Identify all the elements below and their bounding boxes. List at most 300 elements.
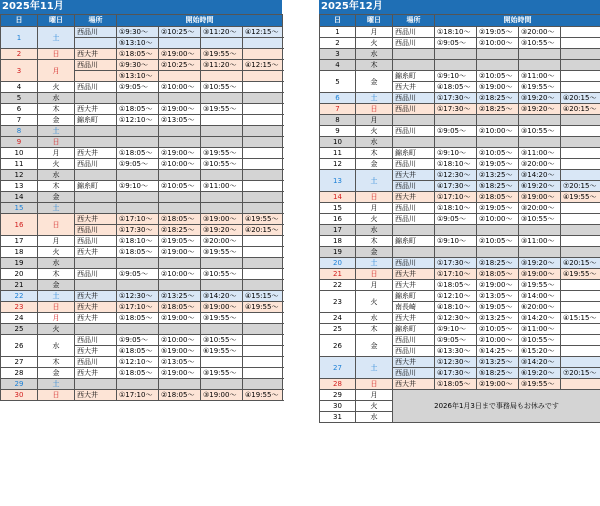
- schedule-body: [1, 27, 283, 401]
- weekday-label: 日: [356, 379, 393, 390]
- time-slot: [561, 27, 600, 38]
- place-name: 西品川: [393, 181, 435, 192]
- weekday-label: 金: [356, 335, 393, 357]
- weekday-label: 金: [38, 280, 75, 291]
- time-slot: ③10:55～: [519, 335, 561, 346]
- weekday-label: 水: [38, 93, 75, 104]
- time-slot: ①12:30～: [435, 313, 477, 324]
- place-name: [75, 137, 117, 148]
- time-slot: ①17:30～: [117, 225, 159, 236]
- weekday-label: 月: [356, 115, 393, 126]
- header-day: 日: [320, 15, 356, 27]
- day-number: 9: [1, 137, 38, 148]
- table-row: [1, 82, 283, 93]
- day-number: 20: [1, 269, 38, 280]
- weekday-label: 木: [356, 236, 393, 247]
- table-row: [1, 258, 283, 269]
- time-slot: [201, 170, 243, 181]
- table-row: [320, 379, 600, 390]
- table-row: [320, 258, 600, 269]
- time-slot: ①17:10～: [117, 390, 159, 401]
- time-slot: ③20:00～: [519, 159, 561, 170]
- weekday-label: 木: [356, 148, 393, 159]
- day-number: 13: [1, 181, 38, 192]
- weekday-label: 金: [356, 247, 393, 258]
- time-slot: ①12:10～: [117, 357, 159, 368]
- header-place: 場所: [393, 15, 435, 27]
- time-slot: [117, 192, 159, 203]
- table-row: [1, 390, 283, 401]
- time-slot: ①9:05～: [435, 126, 477, 137]
- time-slot: ②13:25～: [477, 313, 519, 324]
- weekday-label: 土: [38, 203, 75, 214]
- weekday-label: 金: [38, 192, 75, 203]
- time-slot: ③19:00～: [519, 269, 561, 280]
- day-number: 12: [320, 159, 356, 170]
- time-slot: ①9:10～: [435, 148, 477, 159]
- weekday-label: 火: [38, 82, 75, 93]
- day-number: 30: [1, 390, 38, 401]
- table-row: [320, 104, 600, 115]
- time-slot: [561, 225, 600, 236]
- time-slot: ②13:25～: [477, 357, 519, 368]
- time-slot: ②10:05～: [159, 181, 201, 192]
- table-row: [1, 203, 283, 214]
- time-slot: ④19:55～: [243, 390, 283, 401]
- table-row: [320, 170, 600, 181]
- place-name: 西大井: [75, 148, 117, 159]
- day-number: 11: [1, 159, 38, 170]
- time-slot: ③11:20～: [201, 60, 243, 71]
- time-slot: ②13:25～: [159, 291, 201, 302]
- place-name: 西品川: [75, 225, 117, 236]
- time-slot: [159, 38, 201, 49]
- place-name: [75, 170, 117, 181]
- weekday-label: 火: [356, 401, 393, 412]
- day-number: 24: [320, 313, 356, 324]
- time-slot: [519, 247, 561, 258]
- time-slot: [561, 291, 600, 302]
- time-slot: [561, 49, 600, 60]
- time-slot: ④17:30～: [435, 368, 477, 379]
- header-place: 場所: [75, 15, 117, 27]
- time-slot: ③11:00～: [519, 324, 561, 335]
- day-number: 30: [320, 401, 356, 412]
- day-number: 16: [320, 214, 356, 225]
- time-slot: [117, 126, 159, 137]
- time-slot: ①9:10～: [435, 324, 477, 335]
- time-slot: [477, 247, 519, 258]
- time-slot: ②10:05～: [477, 148, 519, 159]
- place-name: 西品川: [393, 203, 435, 214]
- weekday-label: 木: [38, 269, 75, 280]
- place-name: 西大井: [75, 49, 117, 60]
- time-slot: ①12:30～: [435, 170, 477, 181]
- weekday-label: 土: [356, 258, 393, 269]
- table-row: [1, 324, 283, 335]
- table-row: [1, 357, 283, 368]
- time-slot: [201, 357, 243, 368]
- time-slot: ①17:30～: [435, 93, 477, 104]
- table-row: [320, 291, 600, 302]
- place-name: [393, 137, 435, 148]
- table-row: [320, 280, 600, 291]
- weekday-label: 日: [38, 49, 75, 60]
- time-slot: [159, 379, 201, 390]
- time-slot: ④15:15～: [243, 291, 283, 302]
- time-slot: ②10:00～: [159, 159, 201, 170]
- time-slot: [159, 280, 201, 291]
- time-slot: [519, 137, 561, 148]
- schedule-table: [319, 14, 600, 423]
- place-name: [393, 115, 435, 126]
- table-header: [1, 15, 283, 27]
- place-name: 錦糸町: [393, 148, 435, 159]
- time-slot: [201, 203, 243, 214]
- day-number: 20: [320, 258, 356, 269]
- time-slot: ③20:00～: [519, 203, 561, 214]
- time-slot: [159, 170, 201, 181]
- place-name: [75, 203, 117, 214]
- time-slot: [159, 192, 201, 203]
- place-name: 西品川: [393, 38, 435, 49]
- time-slot: ③19:55～: [519, 280, 561, 291]
- day-number: 10: [1, 148, 38, 159]
- time-slot: ③19:20～: [519, 93, 561, 104]
- place-name: [75, 38, 117, 49]
- place-name: [75, 379, 117, 390]
- time-slot: ③11:00～: [519, 148, 561, 159]
- time-slot: ④19:55～: [561, 269, 600, 280]
- time-slot: [159, 126, 201, 137]
- day-number: 18: [320, 236, 356, 247]
- weekday-label: 水: [38, 258, 75, 269]
- day-number: 6: [1, 104, 38, 115]
- weekday-label: 金: [38, 368, 75, 379]
- time-slot: ①18:05～: [117, 49, 159, 60]
- time-slot: [201, 126, 243, 137]
- time-slot: [201, 93, 243, 104]
- time-slot: [243, 379, 283, 390]
- time-slot: [519, 49, 561, 60]
- time-slot: ③10:55～: [519, 214, 561, 225]
- time-slot: [243, 71, 283, 82]
- time-slot: ①9:05～: [117, 269, 159, 280]
- time-slot: ⑤19:05～: [477, 302, 519, 313]
- header-weekday: 曜日: [356, 15, 393, 27]
- time-slot: ③19:55～: [201, 368, 243, 379]
- time-slot: ②19:05～: [477, 27, 519, 38]
- time-slot: [243, 258, 283, 269]
- time-slot: ③11:00～: [519, 71, 561, 82]
- table-row: [1, 93, 283, 104]
- weekday-label: 土: [38, 126, 75, 137]
- time-slot: ④20:15～: [243, 225, 283, 236]
- time-slot: ②19:05～: [477, 203, 519, 214]
- time-slot: [561, 302, 600, 313]
- time-slot: ④20:15～: [561, 104, 600, 115]
- place-name: 錦糸町: [393, 236, 435, 247]
- time-slot: [519, 225, 561, 236]
- time-slot: ①18:05～: [435, 280, 477, 291]
- time-slot: [561, 203, 600, 214]
- place-name: 西大井: [393, 357, 435, 368]
- day-number: 28: [320, 379, 356, 390]
- time-slot: [117, 379, 159, 390]
- weekday-label: 火: [38, 324, 75, 335]
- time-slot: ③14:20～: [201, 291, 243, 302]
- day-number: 4: [320, 60, 356, 71]
- table-row: [320, 236, 600, 247]
- time-slot: ①17:10～: [435, 269, 477, 280]
- time-slot: ②19:00～: [159, 313, 201, 324]
- time-slot: [243, 93, 283, 104]
- weekday-label: 土: [356, 170, 393, 192]
- place-name: 錦糸町: [393, 291, 435, 302]
- time-slot: [561, 346, 600, 357]
- time-slot: ②19:00～: [159, 104, 201, 115]
- time-slot: ①18:05～: [117, 148, 159, 159]
- table-row: [1, 115, 283, 126]
- time-slot: ②19:00～: [159, 368, 201, 379]
- table-row: [1, 379, 283, 390]
- place-name: 西大井: [75, 313, 117, 324]
- time-slot: ⑤13:10～: [117, 71, 159, 82]
- weekday-label: 木: [356, 60, 393, 71]
- time-slot: ②18:05～: [159, 214, 201, 225]
- time-slot: ⑤18:25～: [477, 368, 519, 379]
- time-slot: ①17:30～: [435, 104, 477, 115]
- place-name: 錦糸町: [393, 324, 435, 335]
- day-number: 4: [1, 82, 38, 93]
- day-number: 29: [320, 390, 356, 401]
- place-name: 西大井: [75, 346, 117, 357]
- time-slot: ①12:10～: [117, 115, 159, 126]
- table-row: [1, 313, 283, 324]
- time-slot: ③11:00～: [201, 181, 243, 192]
- time-slot: ④18:05～: [435, 82, 477, 93]
- time-slot: ⑥15:20～: [519, 346, 561, 357]
- time-slot: ⑥19:55～: [201, 346, 243, 357]
- table-row: [1, 27, 283, 38]
- weekday-label: 日: [38, 302, 75, 313]
- time-slot: ⑥19:20～: [519, 181, 561, 192]
- time-slot: [159, 258, 201, 269]
- time-slot: ①9:05～: [435, 214, 477, 225]
- time-slot: [159, 203, 201, 214]
- day-number: 15: [320, 203, 356, 214]
- time-slot: ⑥19:55～: [519, 82, 561, 93]
- place-name: [75, 258, 117, 269]
- table-row: [1, 192, 283, 203]
- table-row: [1, 214, 283, 225]
- weekday-label: 土: [38, 291, 75, 302]
- day-number: 25: [320, 324, 356, 335]
- time-slot: ①9:30～: [117, 27, 159, 38]
- table-row: [320, 126, 600, 137]
- place-name: 西品川: [393, 214, 435, 225]
- time-slot: ⑤14:25～: [477, 346, 519, 357]
- header-weekday: 曜日: [38, 15, 75, 27]
- place-name: 錦糸町: [75, 115, 117, 126]
- place-name: [75, 93, 117, 104]
- time-slot: [243, 137, 283, 148]
- time-slot: [243, 269, 283, 280]
- weekday-label: 月: [356, 390, 393, 401]
- table-row: [320, 269, 600, 280]
- weekday-label: 水: [356, 313, 393, 324]
- day-number: 1: [320, 27, 356, 38]
- time-slot: [201, 379, 243, 390]
- place-name: 南長崎: [393, 302, 435, 313]
- time-slot: ②13:25～: [477, 170, 519, 181]
- time-slot: ②19:00～: [477, 379, 519, 390]
- time-slot: ①18:10～: [435, 159, 477, 170]
- table-row: [320, 148, 600, 159]
- weekday-label: 火: [356, 291, 393, 313]
- time-slot: ①17:10～: [435, 192, 477, 203]
- table-row: [320, 247, 600, 258]
- time-slot: ③11:00～: [519, 236, 561, 247]
- day-number: 24: [1, 313, 38, 324]
- table-row: [1, 104, 283, 115]
- table-row: [1, 159, 283, 170]
- time-slot: ③10:55～: [519, 38, 561, 49]
- time-slot: [519, 60, 561, 71]
- time-slot: [159, 71, 201, 82]
- time-slot: [243, 115, 283, 126]
- time-slot: [561, 82, 600, 93]
- time-slot: [243, 170, 283, 181]
- time-slot: [561, 357, 600, 368]
- weekday-label: 月: [356, 203, 393, 214]
- time-slot: ②10:05～: [477, 236, 519, 247]
- day-number: 2: [1, 49, 38, 60]
- time-slot: [561, 115, 600, 126]
- time-slot: ⑦20:15～: [561, 181, 600, 192]
- table-row: [1, 335, 283, 346]
- weekday-label: 火: [356, 214, 393, 225]
- time-slot: ④18:10～: [435, 302, 477, 313]
- time-slot: ①9:10～: [435, 236, 477, 247]
- time-slot: ③19:00～: [201, 390, 243, 401]
- weekday-label: 金: [356, 159, 393, 170]
- table-row: [1, 236, 283, 247]
- time-slot: [201, 258, 243, 269]
- place-name: 錦糸町: [393, 71, 435, 82]
- time-slot: ④17:30～: [435, 181, 477, 192]
- schedule-table: [0, 14, 283, 401]
- day-number: 26: [1, 335, 38, 357]
- place-name: 西大井: [75, 104, 117, 115]
- time-slot: [117, 324, 159, 335]
- place-name: [75, 324, 117, 335]
- time-slot: ①9:10～: [117, 181, 159, 192]
- place-name: 西品川: [75, 60, 117, 71]
- time-slot: [201, 115, 243, 126]
- day-number: 23: [320, 291, 356, 313]
- time-slot: ②19:05～: [159, 236, 201, 247]
- place-name: 西大井: [75, 390, 117, 401]
- time-slot: ③14:20～: [519, 170, 561, 181]
- time-slot: ③14:20～: [519, 357, 561, 368]
- place-name: 西品川: [393, 104, 435, 115]
- place-name: 西品川: [75, 27, 117, 38]
- place-name: 西品川: [75, 159, 117, 170]
- day-number: 2: [320, 38, 356, 49]
- day-number: 7: [1, 115, 38, 126]
- day-number: 22: [320, 280, 356, 291]
- time-slot: [201, 280, 243, 291]
- day-number: 21: [320, 269, 356, 280]
- time-slot: ②19:00～: [477, 280, 519, 291]
- time-slot: ②19:05～: [477, 159, 519, 170]
- weekday-label: 月: [38, 60, 75, 82]
- day-number: 29: [1, 379, 38, 390]
- time-slot: ①9:30～: [117, 60, 159, 71]
- time-slot: ②18:05～: [477, 192, 519, 203]
- time-slot: [561, 280, 600, 291]
- place-name: 西品川: [393, 368, 435, 379]
- time-slot: ②18:25～: [477, 104, 519, 115]
- weekday-label: 日: [356, 192, 393, 203]
- table-row: [1, 170, 283, 181]
- time-slot: [243, 49, 283, 60]
- time-slot: [243, 148, 283, 159]
- place-name: 西大井: [393, 170, 435, 181]
- time-slot: ②10:00～: [159, 269, 201, 280]
- time-slot: [117, 280, 159, 291]
- day-number: 1: [1, 27, 38, 49]
- time-slot: ①18:05～: [117, 104, 159, 115]
- time-slot: ③10:55～: [519, 126, 561, 137]
- time-slot: [561, 148, 600, 159]
- table-row: [320, 93, 600, 104]
- time-slot: ③19:55～: [201, 148, 243, 159]
- month-title: 2025年12月: [319, 0, 600, 14]
- time-slot: ①17:10～: [117, 214, 159, 225]
- place-name: 西大井: [75, 214, 117, 225]
- time-slot: [435, 247, 477, 258]
- weekday-label: 木: [356, 324, 393, 335]
- place-name: [75, 280, 117, 291]
- day-number: 15: [1, 203, 38, 214]
- table-row: [320, 159, 600, 170]
- weekday-label: 火: [38, 247, 75, 258]
- time-slot: ①9:05～: [435, 38, 477, 49]
- place-name: 錦糸町: [75, 181, 117, 192]
- day-number: 13: [320, 170, 356, 192]
- time-slot: [435, 225, 477, 236]
- weekday-label: 火: [356, 126, 393, 137]
- table-row: [320, 71, 600, 82]
- table-row: [1, 269, 283, 280]
- time-slot: ④18:05～: [117, 346, 159, 357]
- time-slot: ④13:30～: [435, 346, 477, 357]
- weekday-label: 水: [356, 49, 393, 60]
- time-slot: ②10:00～: [477, 335, 519, 346]
- day-number: 3: [320, 49, 356, 60]
- time-slot: ③20:00～: [201, 236, 243, 247]
- table-row: [320, 137, 600, 148]
- time-slot: ③19:20～: [201, 225, 243, 236]
- place-name: [75, 192, 117, 203]
- weekday-label: 水: [38, 335, 75, 357]
- weekday-label: 日: [38, 390, 75, 401]
- day-number: 14: [1, 192, 38, 203]
- time-slot: [561, 137, 600, 148]
- time-slot: ①12:30～: [117, 291, 159, 302]
